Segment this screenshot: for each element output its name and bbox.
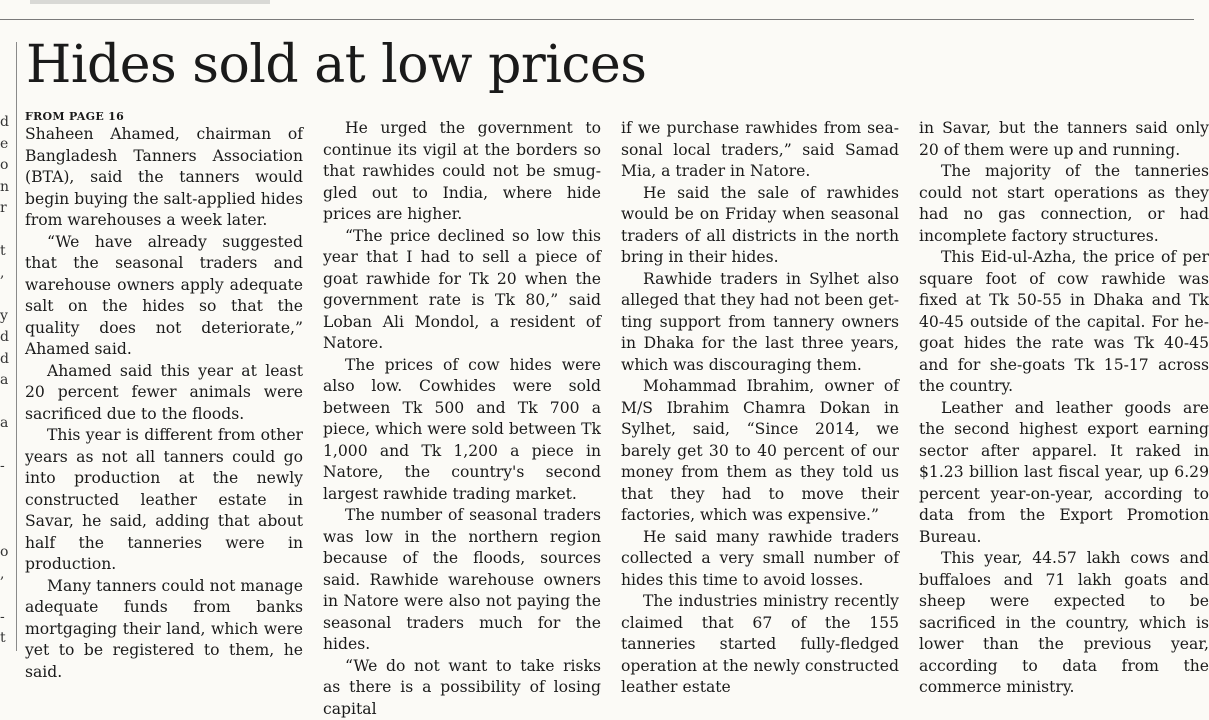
paragraph: Mohammad Ibrahim, owner of M/S Ibrahim Chamra Dokan in Sylhet, said, “Since 2014, we barely get 30 to 40 percent of our money from them as they told us that they had to move their factories, which was expensive.”	[621, 376, 899, 527]
cut-off-letter: ,	[0, 263, 10, 285]
cut-off-letter: -	[0, 607, 10, 629]
paragraph: He said the sale of rawhides would be on Friday when seasonal traders of all districts in the north bring in their hides.	[621, 183, 899, 269]
paragraph: The industries ministry recently claimed that 67 of the 155 tanneries started fully-fledged operation at the newly constructed leather estate	[621, 591, 899, 699]
article-column-4	[919, 118, 1209, 651]
paragraph: “The price declined so low this year that I had to sell a piece of goat rawhide for Tk 20 when the government rate is Tk 80,” said Loban Ali Mondol, a resident of Natore.	[323, 226, 601, 355]
cut-off-letter	[0, 435, 10, 457]
paragraph: if we purchase rawhides from seasonal local traders,” said Samad Mia, a trader in Natore.	[621, 118, 899, 183]
cut-off-letter: a	[0, 370, 10, 392]
cut-off-letter: t	[0, 628, 10, 650]
cut-off-letter: y	[0, 306, 10, 328]
paragraph: The prices of cow hides were also low. Cowhides were sold between Tk 500 and Tk 700 a piece, which were sold between Tk 1,000 and Tk 1,200 a piece in Natore, the country's second largest rawhide trading market.	[323, 355, 601, 506]
paragraph: The majority of the tanneries could not start operations as they had no gas connection, or had incomplete factory structures.	[919, 161, 1209, 247]
paragraph: This Eid-ul-Azha, the price of per square foot of cow rawhide was fixed at Tk 50-55 in Dhaka and Tk 40-45 outside of the capital. For he-goat hides the rate was Tk 40-45 and for she-goats Tk 15-17 across the country.	[919, 247, 1209, 398]
headline: Hides sold at low prices	[26, 34, 646, 96]
paragraph: Rawhide traders in Sylhet also alleged that they had not been getting support from tannery owners in Dhaka for the last three years, which was discouraging them.	[621, 269, 899, 377]
cut-off-letter: d	[0, 327, 10, 349]
cut-off-letter: e	[0, 134, 10, 156]
cut-off-letter	[0, 220, 10, 242]
top-divider	[0, 19, 1194, 20]
paragraph: Many tanners could not manage adequate funds from banks mortgaging their land, which were yet to be registered to them, he said.	[25, 576, 303, 684]
paragraph: “We have already suggested that the seasonal traders and warehouse owners apply adequate salt on the hides so that the quality does not deteriorate,” Ahamed said.	[25, 232, 303, 361]
cut-off-letter: o	[0, 542, 10, 564]
cut-off-letter: ,	[0, 564, 10, 586]
cut-off-letter	[0, 585, 10, 607]
article-column-2	[323, 118, 601, 651]
cut-off-letter: n	[0, 177, 10, 199]
paragraph: in Savar, but the tanners said only 20 of them were up and running.	[919, 118, 1209, 161]
paragraph: The number of seasonal traders was low in the northern region because of the floods, sources said. Rawhide warehouse owners in Natore were also not paying the seasonal traders much for the hides.	[323, 505, 601, 656]
paragraph: Shaheen Ahamed, chairman of Bangladesh Tanners Association (BTA), said the tanners would begin buying the salt-applied hides from warehouses a week later.	[25, 124, 303, 232]
cut-off-letter	[0, 521, 10, 543]
adjacent-column-fragments	[0, 112, 10, 650]
paragraph: This year is different from other years as not all tanners could go into production at the newly constructed leather estate in Savar, he said, adding that about half the tanneries were in production.	[25, 425, 303, 576]
paragraph: Leather and leather goods are the second highest export earning sector after apparel. It raked in $1.23 billion last fiscal year, up 6.29 percent year-on-year, according to data from the Export Promotion Bureau.	[919, 398, 1209, 549]
article-column-3	[621, 118, 899, 651]
paragraph: “We do not want to take risks as there is a possibility of losing capital	[323, 656, 601, 720]
continuation-kicker: FROM PAGE 16	[25, 110, 303, 124]
cut-off-letter: r	[0, 198, 10, 220]
cut-off-letter	[0, 392, 10, 414]
cut-off-letter: d	[0, 112, 10, 134]
cut-off-letter	[0, 478, 10, 500]
cut-off-letter: o	[0, 155, 10, 177]
cut-off-letter: t	[0, 241, 10, 263]
cut-off-letter: a	[0, 413, 10, 435]
cut-off-letter	[0, 499, 10, 521]
paragraph: He said many rawhide traders collected a very small number of hides this time to avoid losses.	[621, 527, 899, 592]
cut-off-letter: d	[0, 349, 10, 371]
column-divider	[16, 42, 17, 651]
article-column-1	[25, 110, 303, 643]
paragraph: This year, 44.57 lakh cows and buffaloes and 71 lakh goats and sheep were expected to be sacrificed in the country, which is lower than the previous year, according to data from the commerce ministry.	[919, 548, 1209, 699]
cut-off-letter: -	[0, 456, 10, 478]
paragraph: He urged the government to continue its vigil at the borders so that rawhides could not be smuggled out to India, where hide prices are higher.	[323, 118, 601, 226]
paragraph: Ahamed said this year at least 20 percent fewer animals were sacrificed due to the floods.	[25, 361, 303, 426]
previous-article-fragment	[30, 0, 270, 4]
cut-off-letter	[0, 284, 10, 306]
